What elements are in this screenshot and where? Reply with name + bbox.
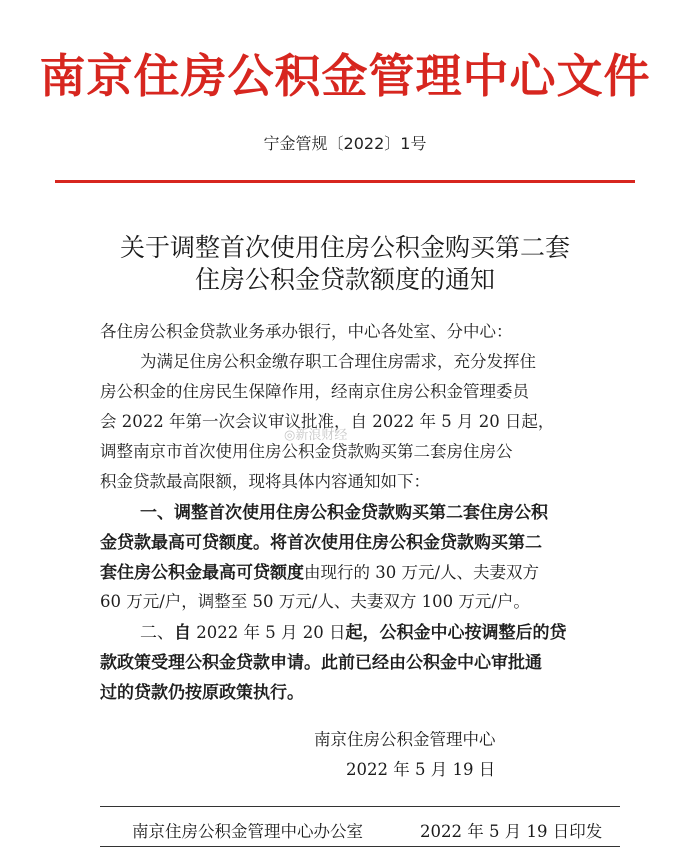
red-divider — [55, 180, 635, 183]
signature-org: 南京住房公积金管理中心 — [314, 730, 496, 749]
notice-title-line-1: 关于调整首次使用住房公积金购买第二套 — [119, 233, 570, 262]
item1-line-3 — [100, 558, 539, 583]
item1-line-2: 金贷款最高可贷额度。将首次使用住房公积金贷款购买第二 — [100, 533, 542, 553]
intro-line-5: 积金贷款最高限额，现将具体内容通知如下： — [100, 472, 430, 491]
footer-office: 南京住房公积金管理中心办公室 — [132, 822, 363, 841]
item1-line-1: 一、调整首次使用住房公积金贷款购买第二套住房公积 — [140, 503, 548, 523]
intro-line-2: 房公积金的住房民生保障作用，经南京住房公积金管理委员 — [100, 382, 529, 401]
item2-line-1-from: 自 — [174, 623, 191, 643]
item1-line-3-rest: 由现行的 30 万元/人、夫妻双方 — [304, 563, 540, 582]
footer-rule-top — [100, 806, 620, 807]
watermark: ◎新浪财经 — [284, 428, 348, 443]
item2-line-2: 款政策受理公积金贷款申请。此前已经由公积金中心审批通 — [100, 653, 542, 673]
intro-line-4: 调整南京市首次使用住房公积金贷款购买第二套房住房公 — [100, 442, 513, 461]
document-header-title: 南京住房公积金管理中心文件 — [39, 49, 651, 103]
signature-date: 2022 年 5 月 19 日 — [346, 760, 496, 779]
item2-line-3: 过的贷款仍按原政策执行。 — [100, 683, 304, 703]
item2-line-1-rest: 起，公积金中心按调整后的贷 — [345, 623, 567, 643]
item2-line-1 — [140, 618, 566, 643]
addressee: 各住房公积金贷款业务承办银行，中心各处室、分中心： — [100, 322, 513, 341]
footer-printed-date: 2022 年 5 月 19 日印发 — [420, 822, 603, 841]
item1-line-4: 60 万元/户，调整至 50 万元/人、夫妻双方 100 万元/户。 — [100, 592, 530, 611]
item2-line-1-date: 2022 年 5 月 20 日 — [191, 623, 346, 642]
document-number: 宁金管规〔2022〕1号 — [263, 134, 427, 153]
intro-line-3: 会 2022 年第一次会议审议批准，自 2022 年 5 月 20 日起， — [100, 412, 555, 431]
intro-line-1: 为满足住房公积金缴存职工合理住房需求，充分发挥住 — [140, 352, 536, 371]
footer-rule-bottom — [100, 846, 620, 847]
item2-line-1-prefix: 二、 — [140, 623, 174, 643]
notice-title-line-2: 住房公积金贷款额度的通知 — [194, 265, 495, 294]
item1-line-3-bold: 套住房公积金最高可贷额度 — [100, 563, 304, 583]
